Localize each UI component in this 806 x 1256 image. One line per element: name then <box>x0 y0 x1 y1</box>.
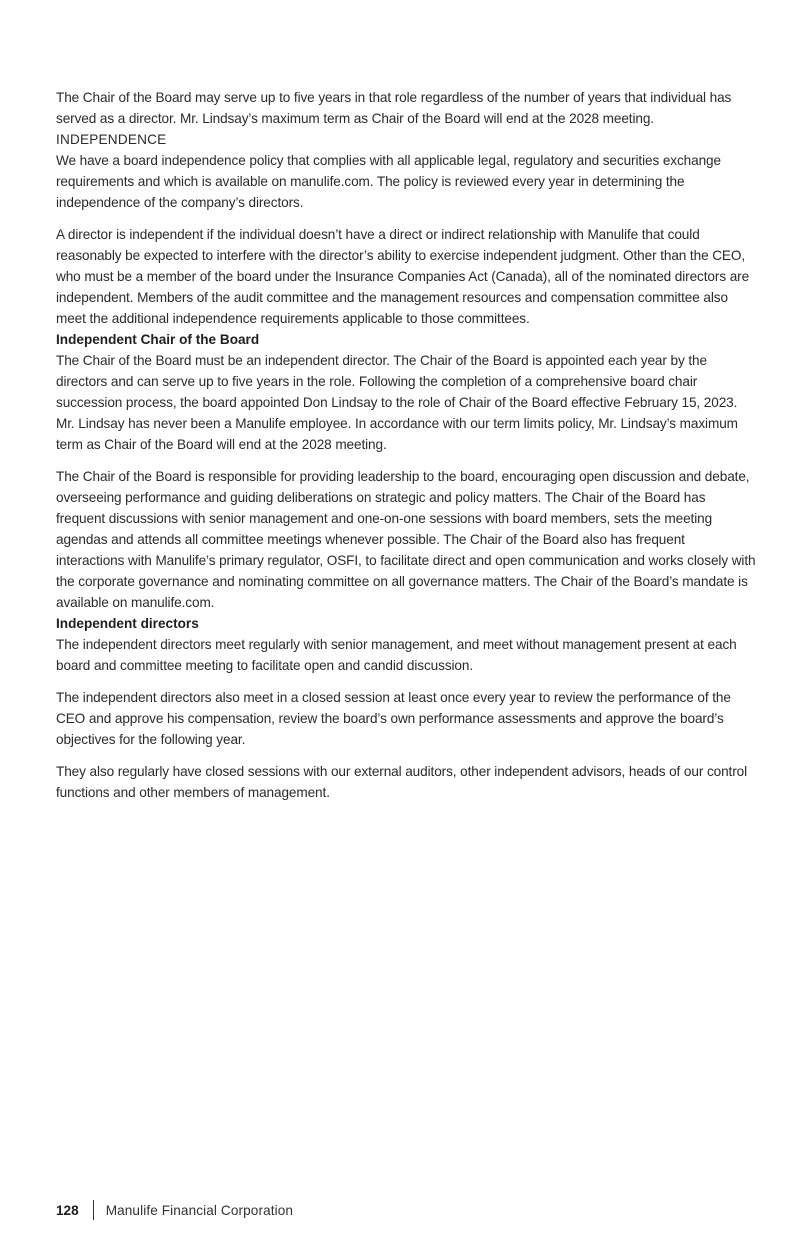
independent-directors-paragraph-closed-session: The independent directors also meet in a closed session at least once every year to review the performance of the CEO and approve his compensation, review the board’s own performance assessments and approve the board’s objectives for the following year. <box>56 690 731 747</box>
independent-directors-heading: Independent directors <box>56 616 199 631</box>
independent-chair-paragraph-appointment: The Chair of the Board must be an independent director. The Chair of the Board is appointed each year by the directors and can serve up to five years in the role. Following the completion of a comprehensive board chair succession process, the board appointed Don Lindsay to the role of Chair of the Board effective February 15, 2023. Mr. Lindsay has never been a Manulife employee. In accordance with our term limits policy, Mr. Lindsay’s maximum term as Chair of the Board will end at the 2028 meeting. <box>56 353 738 452</box>
footer-divider <box>93 1200 94 1220</box>
independence-paragraph-policy: We have a board independence policy that complies with all applicable legal, regulatory and securities exchange requirements and which is available on manulife.com. The policy is reviewed every year in determining the independence of the company’s directors. <box>56 153 721 210</box>
independence-heading: INDEPENDENCE <box>56 132 167 147</box>
intro-paragraph: The Chair of the Board may serve up to five years in that role regardless of the number of years that individual has served as a director. Mr. Lindsay’s maximum term as Chair of the Board will end at the 2028 meeting. <box>56 90 732 126</box>
independence-paragraph-definition: A director is independent if the individual doesn’t have a direct or indirect relationship with Manulife that could reasonably be expected to interfere with the director’s ability to exercise independent judgment. Other than the CEO, who must be a member of the board under the Insurance Companies Act (Canada), all of the nominated directors are independent. Members of the audit committee and the management resources and compensation committee also meet the additional independence requirements applicable to those committees. <box>56 227 750 326</box>
independent-directors-paragraph-meetings: The independent directors meet regularly with senior management, and meet without management present at each board and committee meeting to facilitate open and candid discussion. <box>56 637 737 673</box>
independent-directors-paragraph-auditors: They also regularly have closed sessions with our external auditors, other independent advisors, heads of our control functions and other members of management. <box>56 764 748 800</box>
page-footer <box>56 1200 293 1220</box>
independent-chair-paragraph-responsibilities: The Chair of the Board is responsible for providing leadership to the board, encouraging open discussion and debate, overseeing performance and guiding deliberations on strategic and policy matters. The Chair of the Board has frequent discussions with senior management and one-on-one sessions with board members, sets the meeting agendas and attends all committee meetings whenever possible. The Chair of the Board also has frequent interactions with Manulife’s primary regulator, OSFI, to facilitate direct and open communication and works closely with the corporate governance and nominating committee on all governance matters. The Chair of the Board’s mandate is available on manulife.com. <box>56 469 756 610</box>
footer-company-name: Manulife Financial Corporation <box>105 1202 294 1218</box>
independent-chair-heading: Independent Chair of the Board <box>56 332 260 347</box>
page-number: 128 <box>56 1202 79 1218</box>
page-content <box>56 87 756 803</box>
